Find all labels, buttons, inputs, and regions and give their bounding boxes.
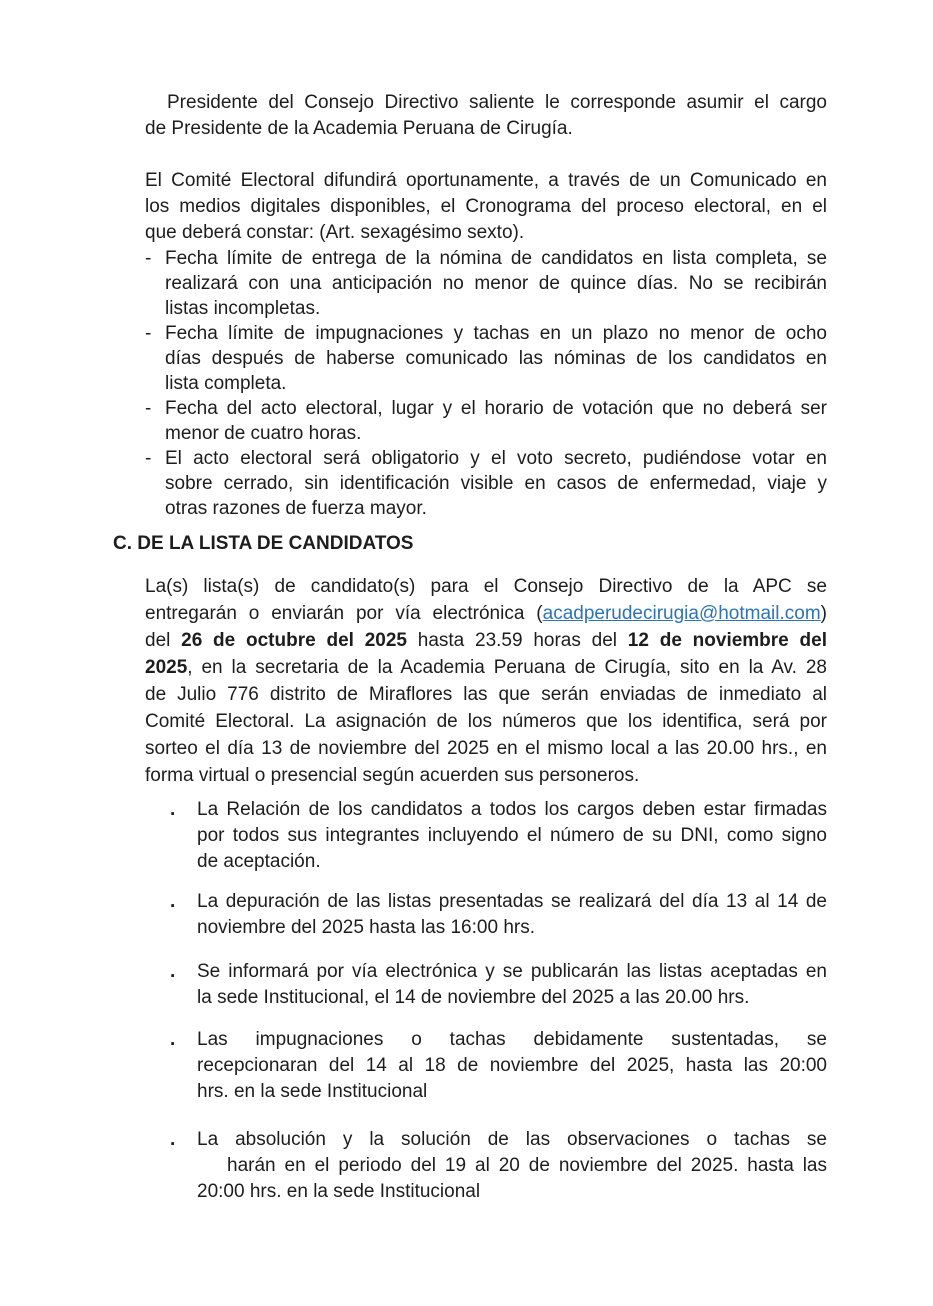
text-line: días después de haberse comunicado las nóminas de los candidatos en <box>165 348 827 369</box>
bold-date: 26 de octubre del 2025 <box>181 630 407 651</box>
list-item <box>145 1127 827 1205</box>
text-run: entregarán o enviarán por vía electrónica ( <box>145 603 543 624</box>
text-line: listas incompletas. <box>165 298 321 319</box>
dot-bullet-icon: . <box>170 891 176 912</box>
text-line: Fecha límite de entrega de la nómina de candidatos en lista completa, se <box>165 248 827 269</box>
dot-bullet-icon: . <box>170 799 176 820</box>
list-item <box>145 1027 827 1105</box>
text-line: Presidente del Consejo Directivo saliente le corresponde asumir el cargo <box>167 92 827 113</box>
list-item <box>145 321 827 396</box>
text-line: lista completa. <box>165 373 287 394</box>
text-line: Comité Electoral. La asignación de los números que los identifica, será por <box>145 711 827 732</box>
list-item <box>145 797 827 875</box>
text-line: La Relación de los candidatos a todos los cargos deben estar firmadas <box>197 799 827 820</box>
dash-bullet-icon: - <box>145 248 152 269</box>
list-item-text <box>197 1027 827 1105</box>
text-line: La absolución y la solución de las observaciones o tachas se <box>197 1129 827 1150</box>
text-line: sorteo el día 13 de noviembre del 2025 en el mismo local a las 20.00 hrs., en <box>145 738 827 759</box>
list-item-text <box>197 959 827 1011</box>
text-line: Se informará por vía electrónica y se publicarán las listas aceptadas en <box>197 961 827 982</box>
text-line: la sede Institucional, el 14 de noviembre del 2025 a las 20.00 hrs. <box>197 987 750 1008</box>
list-item-text <box>197 797 827 875</box>
email-link[interactable]: acadperudecirugia@hotmail.com <box>542 603 821 624</box>
text-line: hrs. en la sede Institucional <box>197 1081 428 1102</box>
text-line: 20:00 hrs. en la sede Institucional <box>197 1181 481 1202</box>
text-run: hasta 23.59 horas del <box>406 630 628 651</box>
bold-date: 2025 <box>145 657 188 678</box>
text-line: sobre cerrado, sin identificación visible en casos de enfermedad, viaje y <box>165 473 827 494</box>
text-line: menor de cuatro horas. <box>165 423 362 444</box>
list-item <box>145 446 827 521</box>
list-item-text <box>165 246 827 321</box>
list-item-text <box>197 889 827 941</box>
text-line: realizará con una anticipación no menor de quince días. No se recibirán <box>165 273 827 294</box>
cronograma-list <box>145 246 827 521</box>
section-heading: C. DE LA LISTA DE CANDIDATOS <box>113 533 414 554</box>
dash-bullet-icon: - <box>145 448 152 469</box>
text-line <box>145 654 827 681</box>
schedule-list <box>145 797 827 1205</box>
list-item <box>145 889 827 941</box>
text-run: ) <box>820 603 827 624</box>
text-line <box>145 600 827 627</box>
list-item <box>145 959 827 1011</box>
list-item-text <box>165 396 827 446</box>
text-line: harán en el periodo del 19 al 20 de noviembre del 2025. hasta las <box>227 1155 827 1176</box>
dot-bullet-icon: . <box>170 1129 176 1150</box>
list-item-text <box>197 1127 827 1205</box>
text-run: , en la secretaria de la Academia Peruana de Cirugía, sito en la Av. 28 <box>187 657 827 678</box>
text-line: los medios digitales disponibles, el Cronograma del proceso electoral, en el <box>145 196 827 217</box>
text-line: recepcionaran del 14 al 18 de noviembre del 2025, hasta las 20:00 <box>197 1055 827 1076</box>
text-line: que deberá constar: (Art. sexagésimo sexto). <box>145 222 525 243</box>
electoral-committee-paragraph <box>145 168 827 246</box>
text-line: noviembre del 2025 hasta las 16:00 hrs. <box>197 917 535 938</box>
dash-bullet-icon: - <box>145 398 152 419</box>
dash-bullet-icon: - <box>145 323 152 344</box>
intro-paragraph <box>145 90 827 142</box>
text-line: Fecha del acto electoral, lugar y el horario de votación que no deberá ser <box>165 398 827 419</box>
text-line: de aceptación. <box>197 851 321 872</box>
list-item <box>145 246 827 321</box>
text-run: del <box>145 630 182 651</box>
list-item-text <box>165 321 827 396</box>
text-line: El Comité Electoral difundirá oportunamente, a través de un Comunicado en <box>145 170 827 191</box>
text-line: El acto electoral será obligatorio y el voto secreto, pudiéndose votar en <box>165 448 827 469</box>
text-line: Fecha límite de impugnaciones y tachas en un plazo no menor de ocho <box>165 323 827 344</box>
text-line: otras razones de fuerza mayor. <box>165 498 427 519</box>
text-line <box>145 627 827 654</box>
text-line: Las impugnaciones o tachas debidamente sustentadas, se <box>197 1029 827 1050</box>
list-item-text <box>165 446 827 521</box>
candidates-paragraph <box>145 573 827 789</box>
dot-bullet-icon: . <box>170 961 176 982</box>
dot-bullet-icon: . <box>170 1029 176 1050</box>
text-line: por todos sus integrantes incluyendo el número de su DNI, como signo <box>197 825 827 846</box>
text-line: de Julio 776 distrito de Miraflores las que serán enviadas de inmediato al <box>145 684 827 705</box>
text-line: La(s) lista(s) de candidato(s) para el Consejo Directivo de la APC se <box>145 576 827 597</box>
list-item <box>145 396 827 446</box>
bold-date: 12 de noviembre del <box>627 630 827 651</box>
text-line: de Presidente de la Academia Peruana de Cirugía. <box>145 118 573 139</box>
text-line: forma virtual o presencial según acuerden sus personeros. <box>145 765 640 786</box>
text-line: La depuración de las listas presentadas se realizará del día 13 al 14 de <box>197 891 827 912</box>
